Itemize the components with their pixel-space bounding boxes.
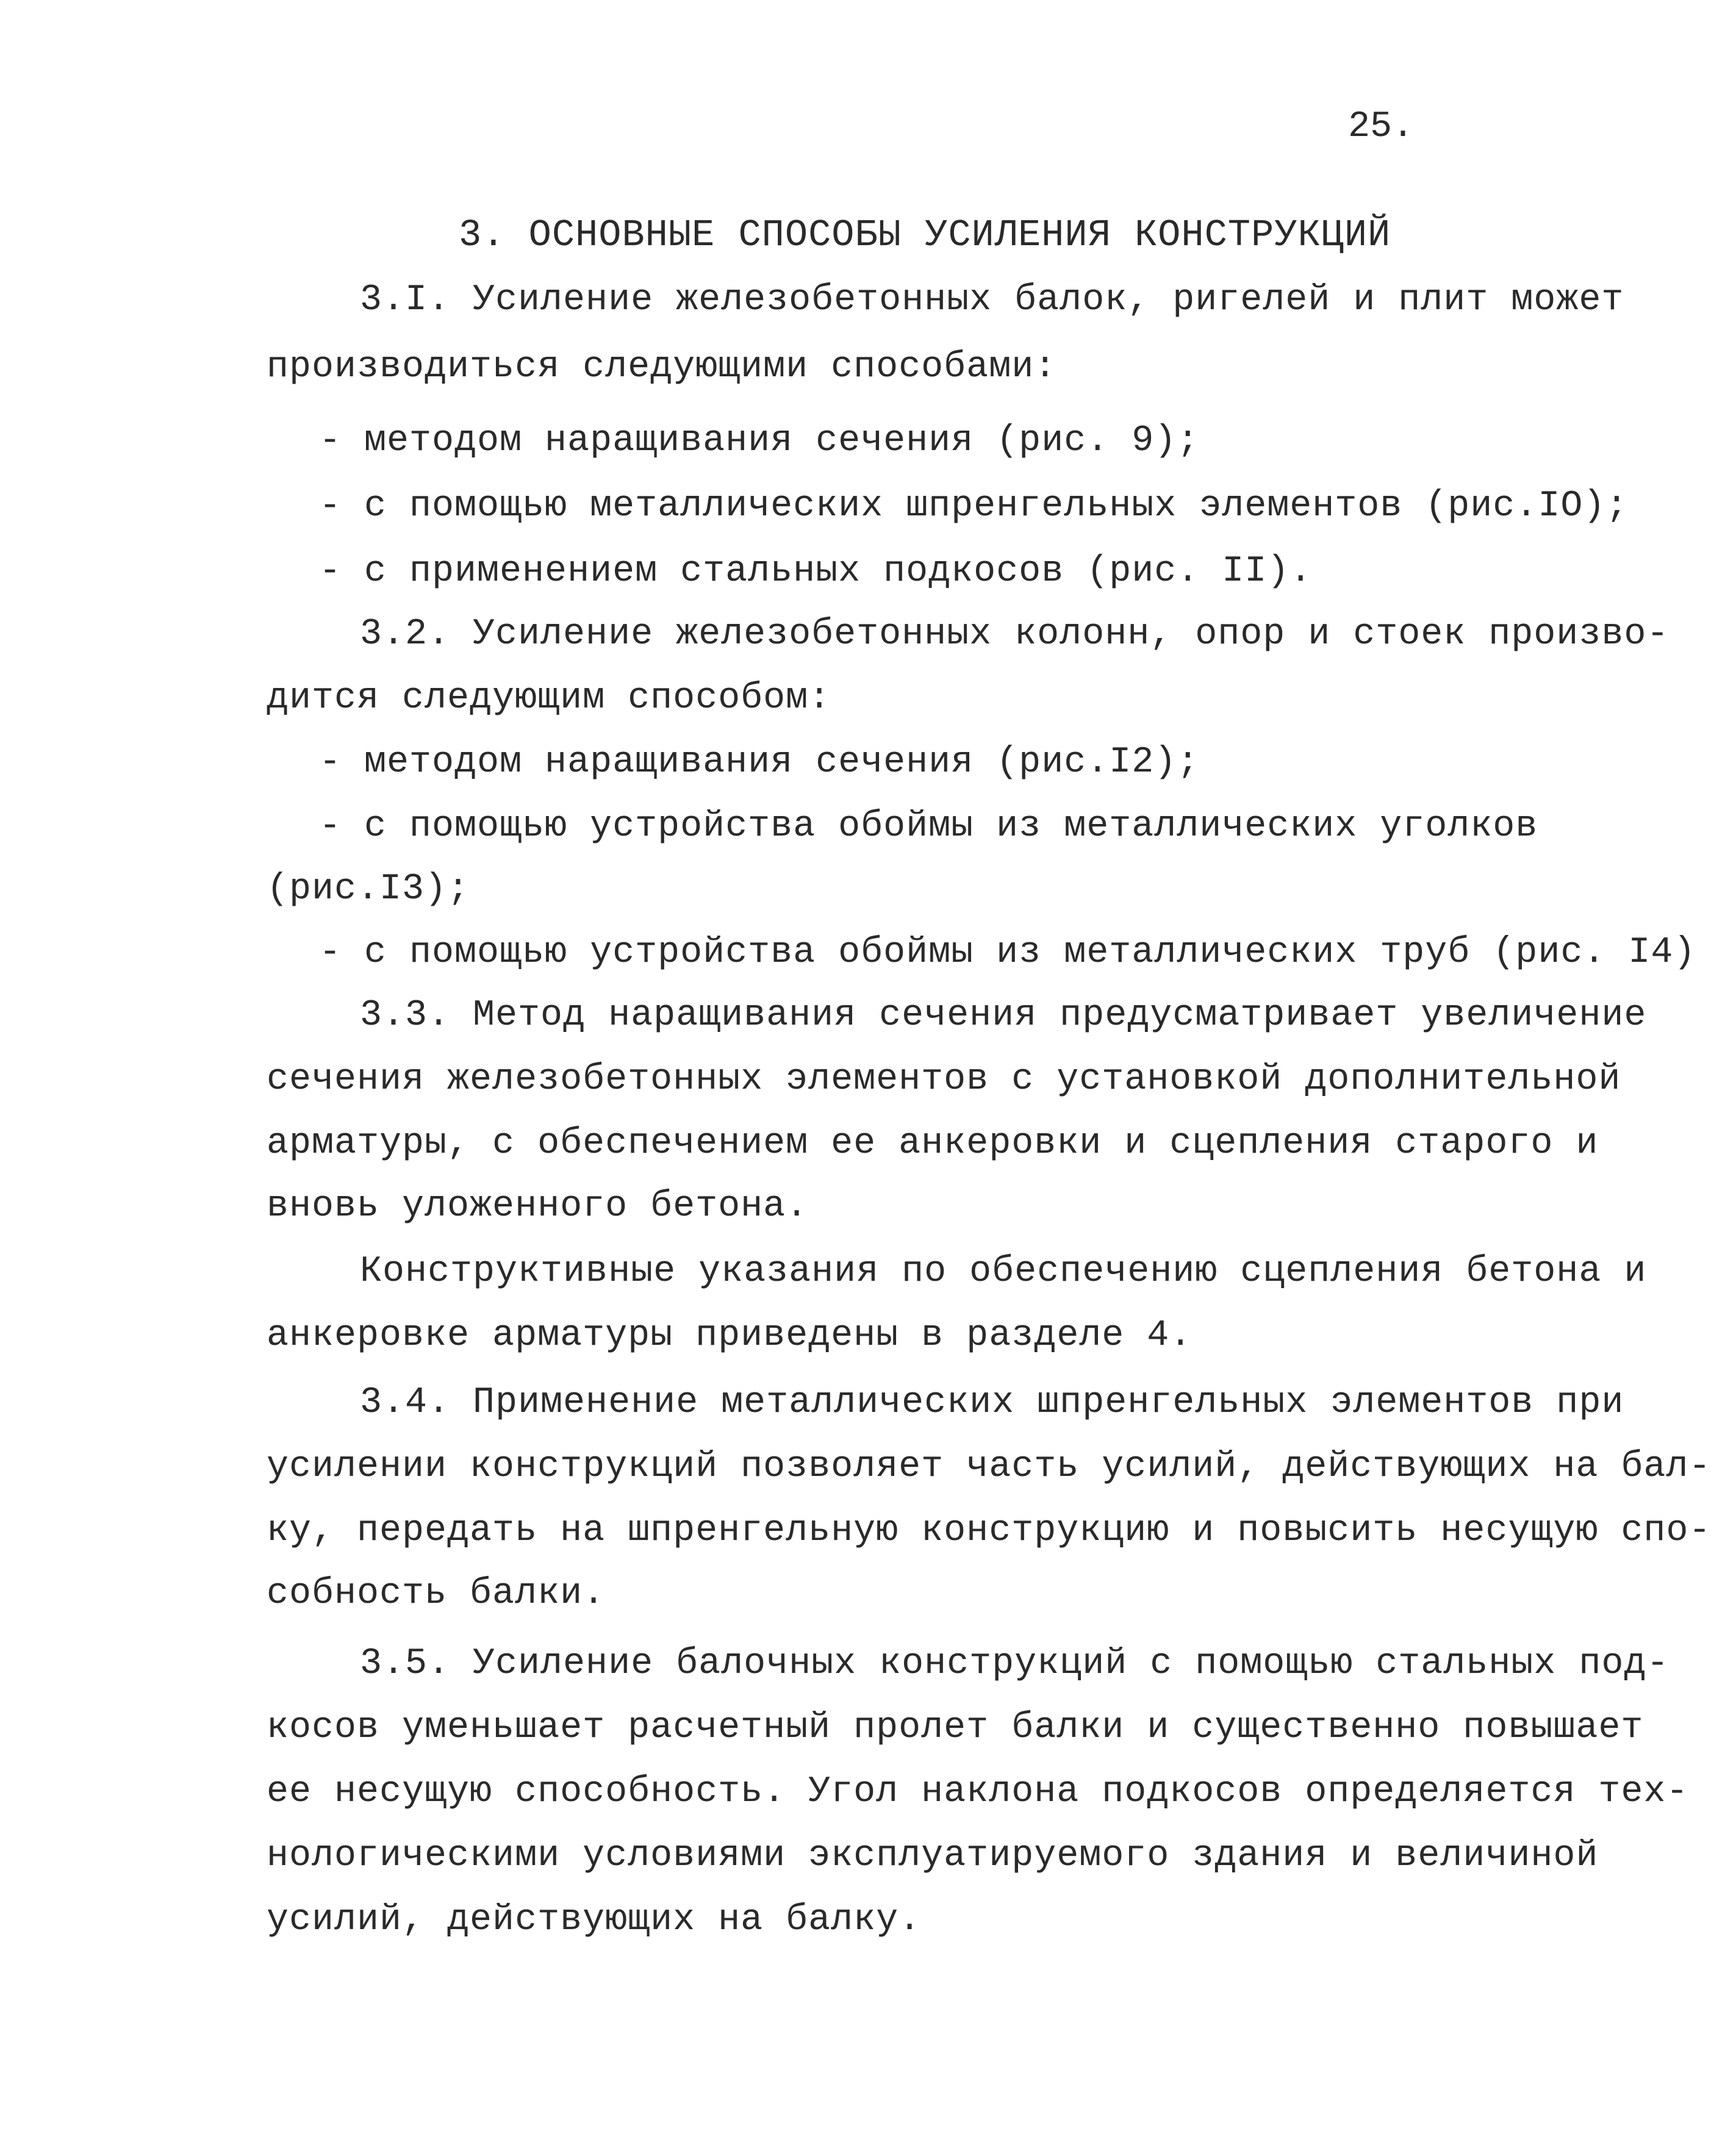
text-line: 3.5. Усиление балочных конструкций с помощью стальных под- — [360, 1643, 1670, 1685]
text-line: - с применением стальных подкосов (рис. II). — [319, 551, 1313, 592]
text-line: - методом наращивания сечения (рис.I2); — [319, 742, 1200, 783]
text-line: нологическими условиями эксплуатируемого здания и величиной — [267, 1835, 1599, 1877]
section-heading: 3. ОСНОВНЫЕ СПОСОБЫ УСИЛЕНИЯ КОНСТРУКЦИЙ — [459, 213, 1391, 257]
text-line: вновь уложенного бетона. — [267, 1186, 809, 1227]
text-line: ку, передать на шпренгельную конструкцию и повысить несущую спо- — [267, 1510, 1711, 1552]
text-line: - с помощью металлических шпренгельных элементов (рис.IO); — [319, 485, 1629, 527]
text-line: 3.3. Метод наращивания сечения предусматривает увеличение — [360, 995, 1647, 1036]
text-line: 3.4. Применение металлических шпренгельных элементов при — [360, 1382, 1624, 1424]
text-line: анкеровке арматуры приведены в разделе 4. — [267, 1315, 1193, 1356]
text-line: - с помощью устройства обоймы из металлических труб (рис. I4) — [319, 932, 1696, 973]
text-line: Конструктивные указания по обеспечению сцепления бетона и — [360, 1251, 1647, 1292]
text-line: (рис.I3); — [267, 868, 470, 910]
text-line: дится следующим способом: — [267, 678, 831, 719]
text-line: косов уменьшает расчетный пролет балки и существенно повышает — [267, 1707, 1644, 1749]
text-line: производиться следующими способами: — [267, 346, 1057, 388]
text-line: сечения железобетонных элементов с установкой дополнительной — [267, 1059, 1621, 1100]
text-line: усилении конструкций позволяет часть усилий, действующих на бал- — [267, 1446, 1711, 1488]
text-line: арматуры, с обеспечением ее анкеровки и сцепления старого и — [267, 1123, 1599, 1164]
text-line: - с помощью устройства обоймы из металлических уголков — [319, 806, 1538, 847]
text-line: усилий, действующих на балку. — [267, 1899, 922, 1941]
text-line: 3.2. Усиление железобетонных колонн, опор и стоек произво- — [360, 614, 1670, 655]
text-line: 3.I. Усиление железобетонных балок, ригелей и плит может — [360, 279, 1624, 321]
text-line: ее несущую способность. Угол наклона подкосов определяется тех- — [267, 1771, 1689, 1813]
text-line: собность балки. — [267, 1573, 606, 1614]
page-number: 25. — [1348, 106, 1415, 148]
text-line: - методом наращивания сечения (рис. 9); — [319, 420, 1200, 462]
